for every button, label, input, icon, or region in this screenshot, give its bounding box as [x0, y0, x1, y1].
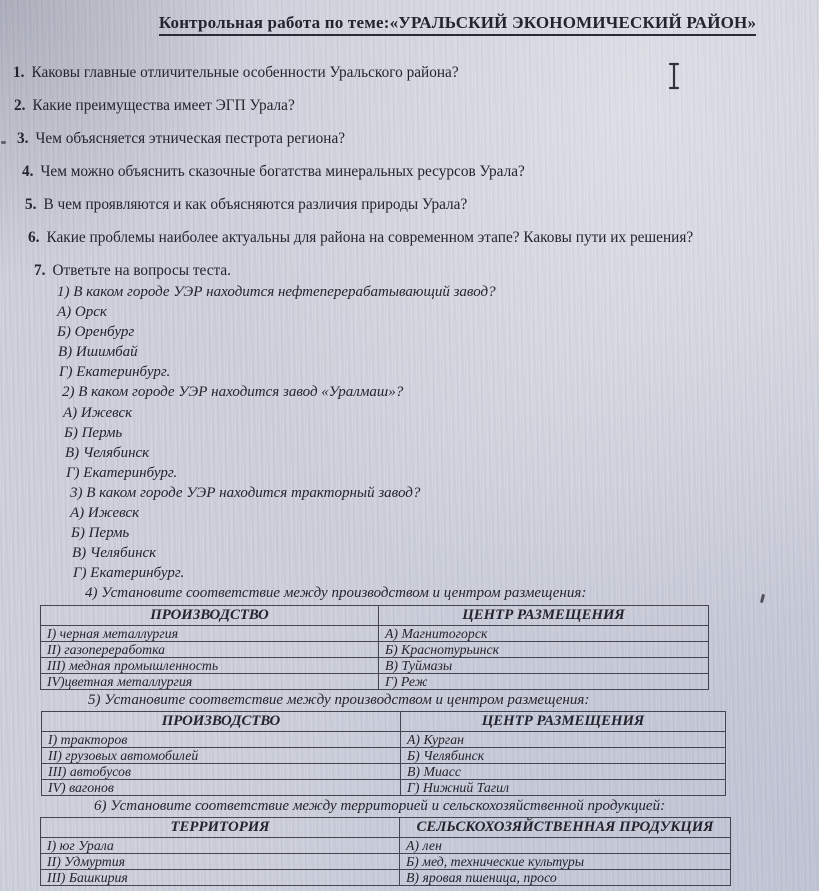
test-2-option-b: Б) Пермь [64, 424, 123, 441]
table-header-row [41, 817, 731, 837]
test-question-1 [0, 282, 819, 302]
matching-table-5 [41, 711, 726, 796]
table-cell: IV)цветная металлургия [41, 673, 379, 689]
matching-number: 4) [85, 585, 98, 602]
matching-table-4 [40, 605, 709, 690]
table-cell: А) лен [400, 837, 731, 853]
table-cell: Б) мед, технические культуры [400, 853, 731, 869]
test-section [0, 282, 819, 886]
table-cell: В) яровая пшеница, просо [400, 869, 731, 885]
table-header-row [42, 711, 726, 731]
test-question-2 [0, 382, 819, 402]
table-cell: В) Туймазы [379, 657, 709, 673]
column-header-center: ЦЕНТР РАЗМЕЩЕНИЯ [401, 711, 726, 731]
table-cell: В) Миасс [401, 763, 726, 779]
test-question-text: В каком городе УЭР находится тракторный завод? [86, 484, 421, 501]
table-cell: III) медная промышленность [41, 657, 379, 673]
question-2 [0, 95, 819, 117]
matching-prompt-4 [0, 583, 819, 603]
question-text: Какие проблемы наиболее актуальны для района на современном этапе? Каковы пути их решения? [46, 229, 694, 246]
table-cell: I) черная металлургия [41, 625, 379, 641]
question-3 [0, 128, 819, 150]
question-text: Какие преимущества имеет ЭГП Урала? [32, 97, 295, 114]
table-row [41, 657, 709, 673]
question-text: Каковы главные отличительные особенности Уральского района? [31, 64, 459, 81]
question-text: Ответьте на вопросы теста. [52, 262, 231, 279]
test-1-option-g: Г) Екатеринбург. [59, 364, 171, 381]
column-header-center: ЦЕНТР РАЗМЕЩЕНИЯ [379, 605, 709, 625]
table-cell: I) тракторов [42, 731, 401, 747]
matching-prompt-text: Установите соответствие между производством и центром размещения: [101, 585, 587, 602]
column-header-territory: ТЕРРИТОРИЯ [41, 817, 400, 837]
matching-prompt-text: Установите соответствие между производством и центром размещения: [104, 691, 590, 708]
table-row [42, 731, 726, 747]
table-cell: Г) Нижний Тагил [401, 779, 726, 795]
table-cell: IV) вагонов [42, 779, 401, 795]
question-text: Чем можно объяснить сказочные богатства минеральных ресурсов Урала? [40, 163, 525, 180]
test-question-number: 2) [62, 384, 75, 401]
test-question-number: 1) [57, 284, 70, 300]
table-cell: III) автобусов [42, 763, 401, 779]
page-title: Контрольная работа по теме:«УРАЛЬСКИЙ ЭКОНОМИЧЕСКИЙ РАЙОН» [159, 13, 756, 36]
question-1 [0, 62, 819, 84]
table-header-row [41, 605, 709, 625]
question-number: 7. [34, 262, 46, 279]
matching-number: 6) [94, 797, 107, 814]
test-question-text: В каком городе УЭР находится нефтеперерабатывающий завод? [73, 284, 496, 300]
question-number: 2. [14, 97, 26, 114]
question-number: 4. [22, 163, 34, 180]
table-cell: II) грузовых автомобилей [42, 747, 401, 763]
table-row [42, 763, 726, 779]
matching-table-6 [40, 817, 731, 886]
table-row [42, 747, 726, 763]
column-header-production: ПРОИЗВОДСТВО [41, 605, 379, 625]
text-cursor-ibeam-icon [667, 61, 681, 96]
table-cell: II) Удмуртия [41, 853, 400, 869]
question-text: Чем объясняется этническая пестрота региона? [35, 130, 346, 147]
test-2-option-a: А) Ижевск [63, 404, 133, 421]
question-6 [0, 227, 819, 249]
test-question-text: В каком городе УЭР находится завод «Уралмаш»? [78, 384, 404, 401]
question-5 [0, 194, 819, 216]
table-cell: III) Башкирия [41, 869, 400, 885]
table-row [41, 869, 731, 885]
question-text: В чем проявляются и как объясняются различия природы Урала? [43, 196, 468, 213]
column-header-agriculture: СЕЛЬСКОХОЗЯЙСТВЕННАЯ ПРОДУКЦИЯ [400, 817, 731, 837]
table-row [41, 673, 709, 689]
question-7 [0, 260, 819, 282]
table-row [41, 625, 709, 641]
test-1-option-v: В) Ишимбай [58, 344, 138, 361]
table-cell: II) газопереработка [41, 641, 379, 657]
test-question-3 [0, 483, 819, 503]
table-cell: I) юг Урала [41, 837, 400, 853]
test-1-option-b: Б) Оренбург [57, 324, 135, 341]
table-cell: Г) Реж [379, 673, 709, 689]
document-header [0, 0, 819, 36]
table-row [42, 779, 726, 795]
test-3-option-b: Б) Пермь [71, 525, 130, 542]
table-cell: А) Курган [401, 731, 726, 747]
question-number: 6. [28, 229, 40, 246]
test-2-option-v: В) Челябинск [65, 444, 150, 461]
matching-prompt-text: Установите соответствие между территорией и сельскохозяйственной продукцией: [110, 797, 666, 814]
matching-prompt-6 [0, 796, 819, 816]
column-header-production: ПРОИЗВОДСТВО [42, 711, 401, 731]
test-3-option-v: В) Челябинск [72, 545, 157, 562]
test-3-option-g: Г) Екатеринбург. [73, 565, 185, 582]
question-4 [0, 161, 819, 183]
table-cell: Б) Краснотурьинск [379, 641, 709, 657]
question-list [0, 62, 819, 282]
table-row [41, 853, 731, 869]
test-1-option-a: А) Орск [57, 304, 107, 321]
stray-ink-mark [1, 141, 6, 144]
test-3-option-a: А) Ижевск [70, 505, 140, 522]
question-number: 1. [13, 64, 25, 81]
question-number: 5. [25, 196, 37, 213]
question-number: 3. [17, 130, 29, 147]
table-cell: А) Магнитогорск [379, 625, 709, 641]
matching-number: 5) [88, 691, 101, 708]
table-cell: Б) Челябинск [401, 747, 726, 763]
test-2-option-g: Г) Екатеринбург. [66, 464, 178, 481]
matching-prompt-5 [0, 690, 819, 710]
table-row [41, 641, 709, 657]
table-row [41, 837, 731, 853]
test-question-number: 3) [70, 484, 83, 501]
